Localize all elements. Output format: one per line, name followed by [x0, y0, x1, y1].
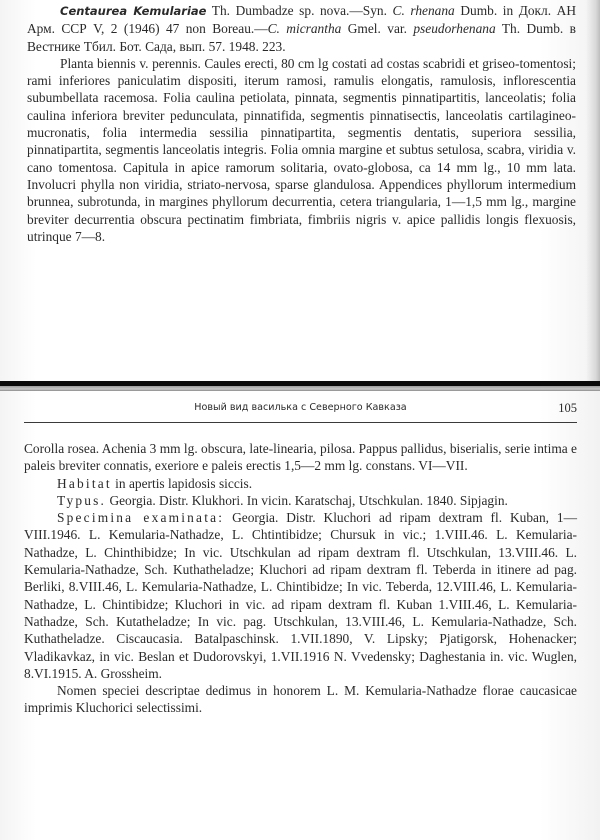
habitat-paragraph — [24, 475, 577, 492]
species-heading — [27, 2, 576, 55]
typus-label: Typus. — [57, 492, 107, 508]
typus-text: Georgia. Distr. Klukhori. In vicin. Karatschaj, Utschkulan. 1840. Sipjagin. — [106, 492, 508, 508]
specimina-text: Georgia. Distr. Kluchori ad ripam dextram fl. Kuban, 1—VIII.1946. L. Kemularia-Nathadze, L. Chtintibidze; Chursuk in vic.; 1.VIII.46. L. Kemularia-Nathadze, L. Chinthibidze; In vic. Utschkulan ad ripam dextram fl. Utschkulan, 13.VIII.46. L. Kemularia-Nathadze, Sch. Kuthatheladze; Kluchori ad ripam dextram fl. Teberda in itinere ad pag. Berliki, 8.VIII.46, L. Kemularia-Nathadze, L. Chintibidze; In vic. Teberda, 12.VIII.46, L. Kemularia-Nathadze, L. Chintibidze; Kluchori in vic. ad ripam dextram fl. Kuban 1.VIII.46, L. Kemularia-Nathadze, Sch. Kutatheladze; In vic. pag. Utschkulan, 13.VIII.46, L. Kemularia-Nathadze, Sch. Kuthatheladze. Ciscaucasia. Batalpaschinsk. 1.VII.1890, V. Lipsky; Pjatigorsk, Hohenacker; Vladikavkaz, in vic. Beslan et Dudorovskyi, 1.VII.1916 N. Vvedensky; Daghestania in. vic. Wuglen, 8.VI.1915. A. Grossheim. — [24, 510, 577, 681]
habitat-text: in apertis lapidosis siccis. — [111, 475, 253, 491]
synonym-2-name: C. micrantha — [267, 21, 342, 37]
typus-paragraph — [24, 492, 577, 509]
top-page-scan — [0, 0, 600, 381]
synonym-2-reference: Th. Dumb. в Вестнике Тбил. Бот. Сада, вып. 57. 1948. 223. — [27, 21, 576, 54]
specimina-paragraph — [24, 509, 577, 682]
bottom-page-scan — [0, 391, 600, 840]
species-description: Planta biennis v. perennis. Caules erecti, 80 cm lg costati ad costas scabridi et griseo-tomentosi; rami inferiores paniculatim dispositi, iterum ramosi, ramulis elongatis, ramulosis, inflorescentia subumbellata racemosa. Folia caulina petiolata, pinnata, segmentis pinnatipartitis, lanceolatis; folia caulina inferiora breviter pedunculata, pinnatifida, segmentis pinnatisectis, lanceolatis cartilagineo-mucronatis, folia intermedia sessilia pinnatipartita, segmentis dentatis, superiora sessilia, pinnatipartita, segmentis lanceolatis integris. Folia omnia margine et subtus setulosa, scabra, viridia v. cano tomentosa. Capitula in apice ramorum solitaria, ovato-globosa, ca 14 mm lg., 10 mm lata. Involucri phylla non viridia, striato-nervosa, sparse glandulosa. Appendices phyllorum intermedium brunnea, subrotunda, in margines phyllorum decurrentia, cetera triangularia, 1—1,5 mm lg., margine breviter decurrentia obscura pectinatim fimbriata, fimbriis nigris v. apice pallidis longis flexuosis, utrinque 7—8. — [27, 55, 576, 244]
dedication-paragraph: Nomen speciei descriptae dedimus in honorem L. M. Kemularia-Nathadze florae caucasicae imprimis Kluchorici selectissimi. — [24, 683, 577, 716]
species-name: Centaurea Kemulariae — [60, 4, 207, 18]
species-author: Th. Dumbadze sp. nova.—Syn. — [206, 3, 393, 18]
page-number: 105 — [558, 401, 577, 415]
description-continuation: Corolla rosea. Achenia 3 mm lg. obscura, late-linearia, pilosa. Pappus pallidus, biserialis, serie intima e paleis breviter connatis, exeriore e paleis erectis 1,5—2 mm lg. constans. VI—VII. — [24, 441, 577, 474]
synonym-1-reference: Dumb. in Докл. АН Арм. ССР V, 2 (1946) 47 non Boreau.— — [27, 3, 576, 37]
running-header — [24, 400, 577, 423]
habitat-label: Habitat — [57, 475, 112, 491]
bottom-page-text — [24, 440, 577, 717]
synonym-1-name: C. rhenana — [392, 3, 455, 18]
specimina-label: Specimina examinata: — [57, 510, 225, 526]
top-page-text — [27, 2, 576, 245]
synonym-2-author: Gmel. var. — [341, 21, 414, 37]
synonym-2-variety: pseudorhenana — [413, 21, 496, 37]
running-title: Новый вид василька с Северного Кавказа — [194, 402, 407, 413]
